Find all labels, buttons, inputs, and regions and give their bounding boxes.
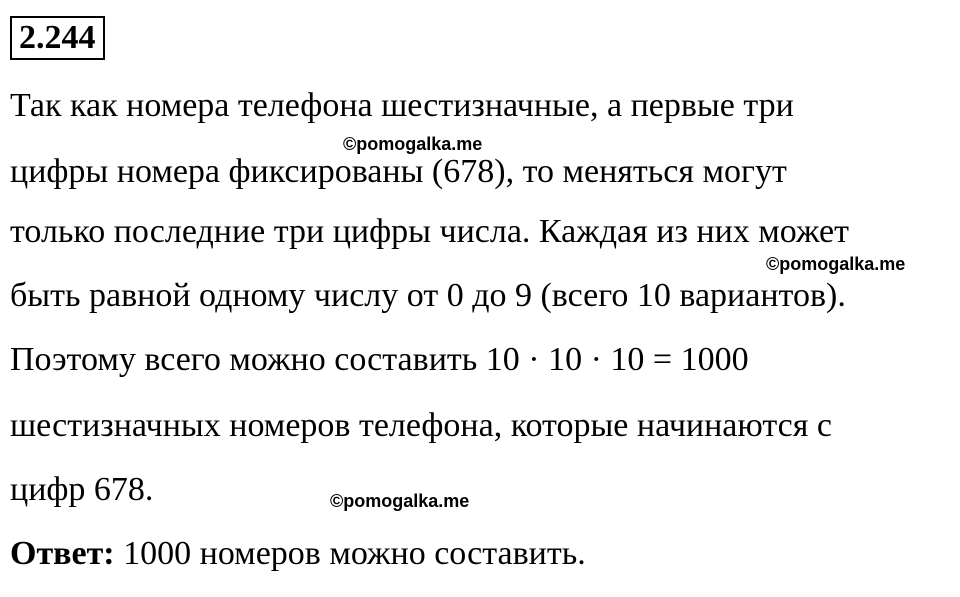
watermark-2: ©pomogalka.me: [766, 254, 906, 274]
solution-line-3: только последние три цифры числа. Каждая из них может: [10, 213, 849, 250]
solution-line-2: цифры номера фиксированы (678), то меняться могут: [10, 153, 787, 190]
solution-line-1: Так как номера телефона шестизначные, а первые три: [10, 87, 794, 124]
answer-text: 1000 номеров можно составить.: [114, 535, 586, 572]
solution-line-7: цифр 678.: [10, 471, 154, 508]
watermark-1: ©pomogalka.me: [343, 134, 483, 154]
solution-line-5: Поэтому всего можно составить 10 · 10 · 10 = 1000: [10, 341, 749, 378]
answer-label: Ответ:: [10, 535, 115, 572]
watermark-3: ©pomogalka.me: [330, 491, 470, 511]
problem-number: 2.244: [10, 16, 105, 60]
solution-line-6: шестизначных номеров телефона, которые начинаются с: [10, 407, 832, 444]
answer-line: [10, 534, 586, 574]
solution-line-4: быть равной одному числу от 0 до 9 (всего 10 вариантов).: [10, 277, 846, 314]
